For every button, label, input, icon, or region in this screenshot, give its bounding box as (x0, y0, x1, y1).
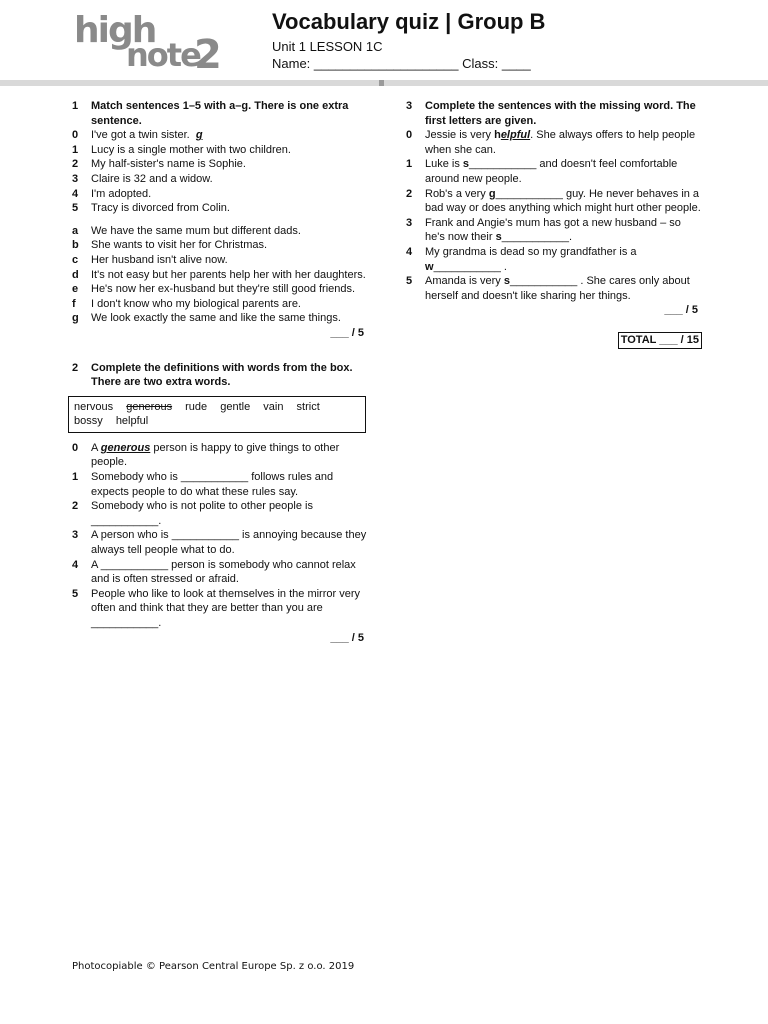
right-column (406, 99, 702, 349)
box-word: helpful (115, 415, 149, 428)
section2-heading: 2 Complete the definitions with words from the box. There are two extra words. (72, 361, 353, 389)
section2-score: ___ / 5 (330, 631, 364, 644)
section1-option: e He's now her ex-husband but they're still good friends. (72, 283, 356, 296)
section3-heading: 3 Complete the sentences with the missing word. The first letters are given. (406, 100, 696, 127)
section2-item: 2 Somebody who is not polite to other people is ___________. (72, 500, 313, 527)
box-word: strict (296, 400, 320, 413)
box-word: bossy (74, 415, 103, 428)
box-word-crossed: generous (126, 400, 173, 413)
box-word: vain (263, 400, 284, 413)
section3-score: ___ / 5 (664, 304, 698, 317)
example-answer: generous (100, 441, 151, 454)
section2-item: 4 A ___________ person is somebody who cannot relax and is often stressed or afraid. (72, 558, 356, 586)
section1-option: b She wants to visit her for Christmas. (72, 239, 268, 252)
header-divider (0, 80, 768, 86)
section2-item: 5 People who like to look at themselves in the mirror very often and think that they are better than you are ___________. (72, 587, 361, 629)
section1-sentence: 3 Claire is 32 and a widow. (72, 172, 213, 185)
section3-item: 2 Rob's a very g___________ guy. He never behaves in a bad way or does anything which might hurt other people. (406, 187, 701, 215)
lesson-subtitle: Unit 1 LESSON 1C (272, 39, 383, 54)
section1-sentence: 5 Tracy is divorced from Colin. (72, 202, 230, 215)
example-answer: elpful (500, 129, 531, 142)
section1-sentence: 2 My half-sister's name is Sophie. (72, 158, 246, 171)
section1-heading: 1 Match sentences 1–5 with a–g. There is one extra sentence. (72, 100, 349, 127)
logo-line1: high (74, 10, 156, 51)
logo-line2: note (126, 36, 200, 74)
section3-item: 1 Luke is s___________ and doesn't feel comfortable around new people. (406, 158, 678, 185)
section2-item: 3 A person who is ___________ is annoying because they always tell people what to do. (72, 529, 367, 557)
section1-option: d It's not easy but her parents help her with her daughters. (72, 268, 366, 281)
section2-item: 0 A generous person is happy to give things to other people. (72, 441, 340, 469)
section3-item: 4 My grandma is dead so my grandfather is a w___________ . (406, 245, 637, 273)
name-class-line: Name: ____________________ Class: ____ (272, 56, 531, 71)
box-word: rude (185, 400, 208, 413)
page-title: Vocabulary quiz | Group B (272, 9, 546, 34)
box-word: gentle (220, 400, 251, 413)
section1-sentence: 4 I'm adopted. (72, 187, 152, 200)
section3-item: 5 Amanda is very s___________ . She cares only about herself and doesn't like sharing her things. (406, 275, 690, 302)
word-box (68, 396, 366, 433)
box-word: nervous (74, 400, 114, 413)
section1-option: f I don't know who my biological parents are. (72, 297, 301, 310)
section3-item: 3 Frank and Angie's mum has got a new husband – so he's now their s___________. (406, 216, 681, 244)
section1-option: a We have the same mum but different dads. (72, 224, 301, 237)
copyright-footer: Photocopiable © Pearson Central Europe Sp. z o.o. 2019 (72, 961, 355, 972)
section1-option: c Her husband isn't alive now. (72, 253, 228, 266)
section1-sentence: 1 Lucy is a single mother with two children. (72, 143, 291, 156)
section2-item: 1 Somebody who is ___________ follows rules and expects people to do what these rules say. (72, 471, 334, 498)
total-score-box: TOTAL ___ / 15 (618, 332, 702, 349)
section1-sentence: 0 I've got a twin sister. g (72, 129, 203, 142)
left-column (72, 99, 368, 645)
example-answer: g (195, 129, 203, 142)
section1-score: ___ / 5 (330, 326, 364, 339)
divider-mark (379, 80, 384, 86)
high-note-logo (72, 10, 232, 78)
section3-item: 0 Jessie is very helpful. She always offers to help people when she can. (406, 129, 696, 156)
section1-option: g We look exactly the same and like the same things. (72, 312, 341, 325)
logo-number: 2 (194, 32, 222, 78)
